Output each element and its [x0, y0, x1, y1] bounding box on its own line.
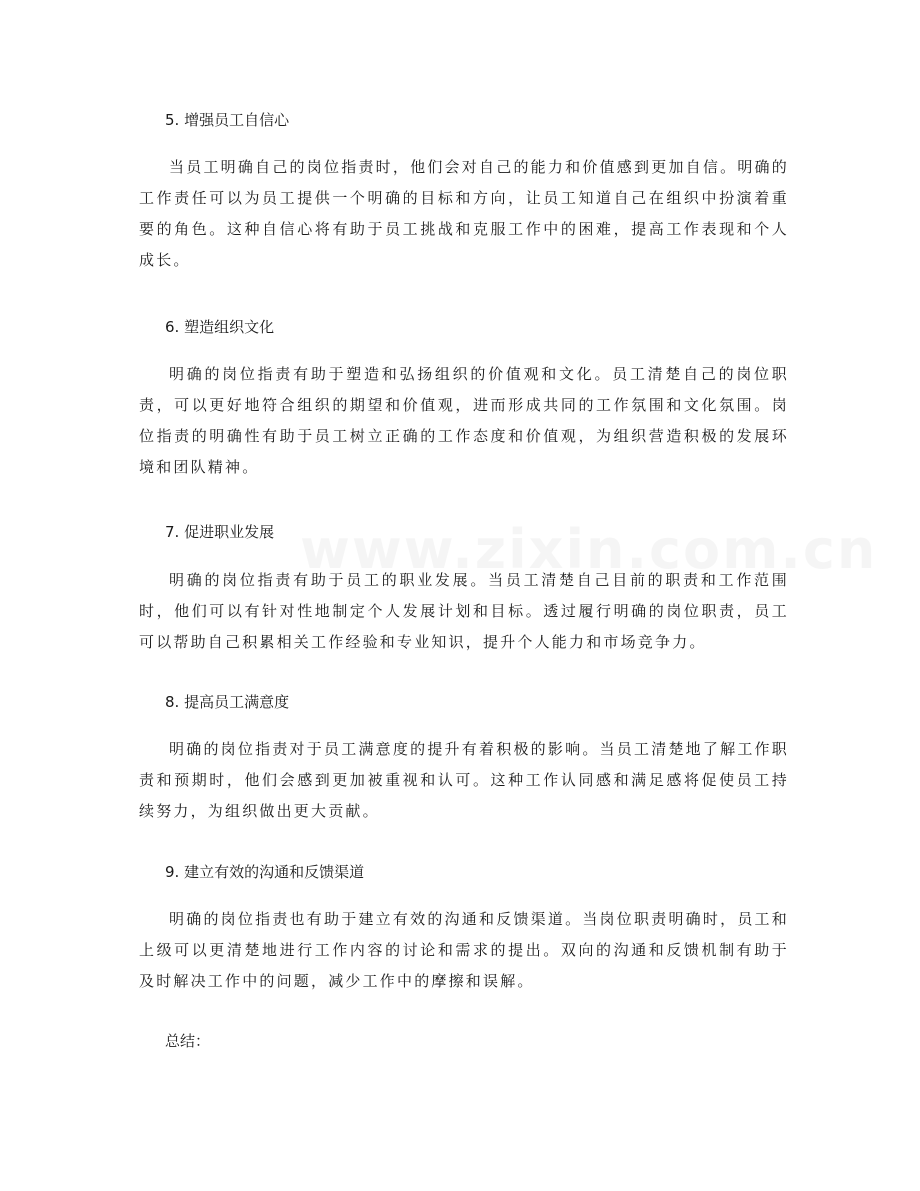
- summary-label: 总结：: [165, 1032, 211, 1050]
- section-9-body: 明确的岗位指责也有助于建立有效的沟通和反馈渠道。当岗位职责明确时，员工和上级可以更清楚地进行工作内容的讨论和需求的提出。双向的沟通和反馈机制有助于及时解决工作中的问题，减少工作中的摩擦和误解。: [139, 910, 789, 990]
- section-6-body: 明确的岗位指责有助于塑造和弘扬组织的价值观和文化。员工清楚自己的岗位职责，可以更好地符合组织的期望和价值观，进而形成共同的工作氛围和文化氛围。岗位指责的明确性有助于员工树立正确的工作态度和价值观，为组织营造积极的发展环境和团队精神。: [139, 365, 789, 476]
- section-6-heading: 6. 塑造组织文化: [165, 318, 275, 336]
- section-7-body: 明确的岗位指责有助于员工的职业发展。当员工清楚自己目前的职责和工作范围时，他们可以有针对性地制定个人发展计划和目标。透过履行明确的岗位职责，员工可以帮助自己积累相关工作经验和专业知识，提升个人能力和市场竞争力。: [139, 571, 789, 651]
- section-5-body: 当员工明确自己的岗位指责时，他们会对自己的能力和价值感到更加自信。明确的工作责任可以为员工提供一个明确的目标和方向，让员工知道自己在组织中扮演着重要的角色。这种自信心将有助于员工挑战和克服工作中的困难，提高工作表现和个人成长。: [139, 158, 789, 269]
- section-9-heading: 9. 建立有效的沟通和反馈渠道: [165, 863, 365, 881]
- section-7-heading: 7. 促进职业发展: [165, 523, 275, 541]
- section-8-body: 明确的岗位指责对于员工满意度的提升有着积极的影响。当员工清楚地了解工作职责和预期时，他们会感到更加被重视和认可。这种工作认同感和满足感将促使员工持续努力，为组织做出更大贡献。: [139, 740, 789, 820]
- section-8-heading: 8. 提高员工满意度: [165, 693, 290, 711]
- section-5-heading: 5. 增强员工自信心: [165, 111, 290, 129]
